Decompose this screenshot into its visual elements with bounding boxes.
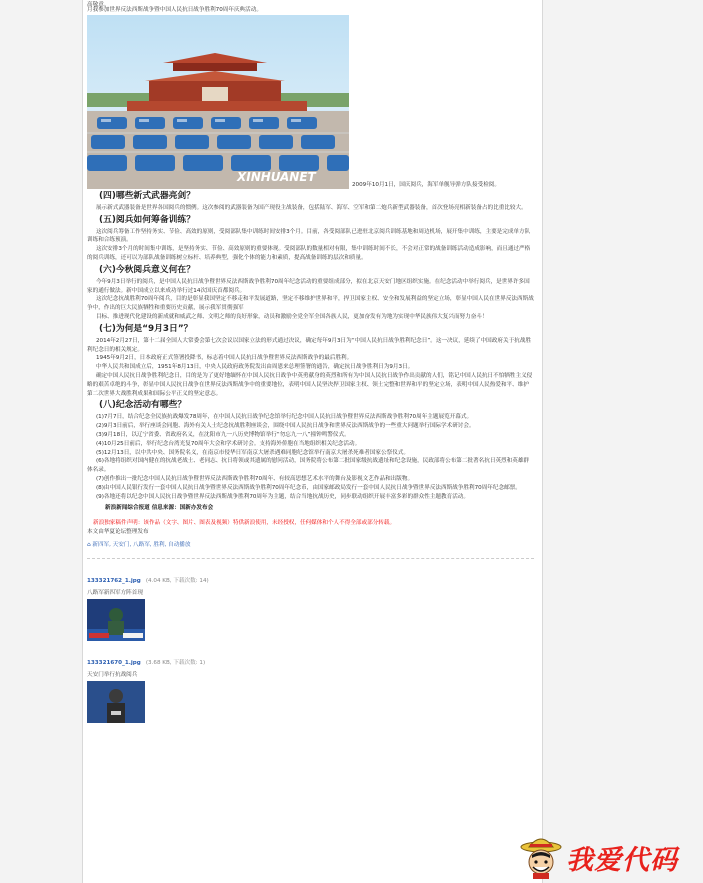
section-paragraph: (2)9月3日前后，举行座谈会同胞、海外有关人士纪念抗战胜利座谈会，围绕中国人民抗日战争和世界反法西斯战争的一些重大问题举行国际学术研讨会。 bbox=[95, 423, 475, 430]
copyright-notice: 新浪独家稿件声明：该作品（文字、图片、图表及视频）特供新浪使用，未经授权，任何媒体和个人不得全部或部分转载。 bbox=[93, 520, 396, 527]
attachment-1 bbox=[87, 567, 534, 641]
section-paragraph: 今年9月3日举行的阅兵，是中国人民抗日战争暨世界反法西斯战争胜利70周年纪念活动的重要组成部分，拟在北京天安门地区组织实施。在纪念活动中举行阅兵，是世界许多国家的通行做法。新中国成立以来成功举行过14次国庆首都阅兵。 bbox=[87, 278, 530, 294]
section-paragraph: (7)创作推出一批纪念中国人民抗日战争暨世界反法西斯战争胜利70周年、有较高思想艺术水平的舞台及影视文艺作品和出版物。 bbox=[95, 475, 414, 482]
source-line: 新浪新闻综合报道 信息来源：国新办发布会 bbox=[105, 505, 214, 512]
attachment-thumbnail[interactable] bbox=[87, 599, 145, 641]
section-paragraph: (1)7月7日，结合纪念全民族抗战爆发78周年，在中国人民抗日战争纪念馆举行纪念中国人民抗日战争暨世界反法西斯战争胜利70周年主题展览开幕式。 bbox=[95, 414, 473, 421]
section-paragraph: 1945年9月2日，日本政府正式签署投降书，标志着中国人民抗日战争暨世界反法西斯战争的最后胜利。 bbox=[95, 355, 353, 362]
section-paragraph: (3)9月18日，以辽宁省委、省政府名义，在沈阳市九一八历史博物馆举行“勿忘九一八”撞钟鸣警仪式。 bbox=[95, 431, 350, 438]
section-paragraph: 这次安排3个月的时间集中训练，是坚持务实、节俭、高效原则的重要体现。受阅部队的数量相对有限，集中训练时间不长，不会对正常的战备训练活动造成影响，而且通过严格的阅兵训练，还可以为部队战备训练树立标杆、培养典型，强化个体的能力和素质，提高战备训练的层次和质量。 bbox=[87, 246, 531, 261]
attachment-2 bbox=[87, 649, 534, 723]
attachment-description: 天安门举行抗战阅兵 bbox=[87, 672, 138, 679]
section-heading: (五)阅兵如何筹备训练？ bbox=[99, 214, 196, 225]
section-paragraph: (9)各地还将以纪念中国人民抗日战争暨世界反法西斯战争胜利70周年为主题，结合当地抗战历史，同步联动组织开展丰富多彩的群众性主题教育活动。 bbox=[95, 493, 469, 500]
section-heading: (六)今秋阅兵意义何在？ bbox=[99, 264, 196, 275]
photo-watermark: XINHUANET bbox=[237, 169, 316, 184]
section-paragraph: 2014年2月27日，第十二届全国人大常委会第七次会议以国家立法的形式通过决议，确定每年9月3日为“中国人民抗日战争胜利纪念日”。这一决议，延续了中国政府关于抗战胜利纪念日的相关规定。 bbox=[87, 337, 531, 353]
divider bbox=[87, 558, 534, 559]
attachment-description: 八路军新四军方阵首现 bbox=[87, 590, 143, 597]
section-paragraph: 这次纪念抗战胜利70周年阅兵，目的是彰显我国坚定不移走和平发展道路，坚定不移维护世界和平，捍卫国家主权、安全和发展利益的坚定立场，彰显中国人民在世界反法西斯战争中，作出的巨大民族牺牲和重要历史贡献，展示我军贯彻强军 bbox=[87, 296, 534, 312]
attachment-link[interactable]: 133321762_1.jpg bbox=[87, 578, 141, 585]
article-content bbox=[87, 0, 534, 731]
intro-paragraph: 高敬意。 bbox=[87, 1, 110, 8]
attachment-thumbnail[interactable] bbox=[87, 681, 145, 723]
section-paragraph: (4)10月25日前后，举行纪念台湾光复70周年大会和学术研讨会。支持海外侨胞在当地组织相关纪念活动。 bbox=[95, 440, 361, 447]
attachment-meta: (4.04 KB, 下载次数: 14) bbox=[145, 578, 209, 585]
sections bbox=[87, 190, 534, 502]
attachment-link[interactable]: 133321670_1.jpg bbox=[87, 660, 141, 667]
section-paragraph: (6)各地将组织对国内健在的抗战老战士、老同志、抗日将领或其遗属的慰问活动，国务院将公布第二批国家级抗战遗址和纪念设施，民政部将公布第二批著名抗日英烈和英雄群体名录。 bbox=[87, 458, 530, 474]
straw-hat-avatar-icon bbox=[520, 835, 562, 879]
section-heading: (四)哪些新式武器亮剑？ bbox=[99, 190, 196, 201]
section-heading: (七)为何是“9月3日”？ bbox=[99, 323, 193, 334]
tag-list[interactable] bbox=[87, 540, 534, 548]
section-paragraph: (5)12月13日，以中共中央、国务院名义，在南京市侵华日军南京大屠杀遇难同胞纪念馆举行南京大屠杀死难者国家公祭仪式。 bbox=[95, 449, 409, 456]
intro-line-2: 月我参加世界反法西斯战争暨中国人民抗日战争胜利70周年庆典活动。 bbox=[87, 7, 262, 13]
section-paragraph: 确定中国人民抗日战争胜利纪念日，目的是为了更好地缅怀在中国人民抗日战争中英勇献身的英烈和所有为中国人民抗日战争作出贡献的人们，铭记中国人民抗日不怕牺牲主义侵略的艰苦卓绝的斗争，彰显中国人民抗日战争在世界反法西斯战争中的重要地位，表明中国人民坚决捍卫国家主权、领土完整和世界和平的坚定立场，表明中国人民热爱和平、维护第二次世界大战胜利成果和国际公平正义的坚定意志。 bbox=[87, 372, 533, 397]
section-paragraph: 展示新式武器装备是世界各国阅兵的惯例。这次参阅的武器装备为国产现役主战装备，包括陆军、海军、空军和第二炮兵新型武器装备，首次登场亮相新装备占的比重比较大。 bbox=[95, 204, 527, 211]
parade-photo[interactable] bbox=[87, 15, 349, 189]
section-heading: (八)纪念活动有哪些？ bbox=[99, 400, 187, 411]
photo-block bbox=[87, 15, 534, 189]
site-logo bbox=[520, 834, 700, 880]
section-paragraph: (8)由中国人民银行发行一套中国人民抗日战争暨世界反法西斯战争胜利70周年纪念币，由国家邮政局发行一套中国人民抗日战争暨世界反法西斯战争胜利70周年纪念邮票。 bbox=[95, 484, 521, 491]
logo-text: 我爱代码 bbox=[566, 844, 678, 876]
photo-caption-inline: 2009年10月1日，国庆阅兵，海军单舰导弹方队接受检阅。 bbox=[352, 181, 500, 188]
forum-note: 本文由华夏论坛整理发布 bbox=[87, 529, 149, 536]
section-paragraph: 目标、推进现代化建设的新成就和威武之师、文明之师的良好形象，动员和激励全党全军全国各族人民，更加奋发有为地为实现中华民族伟大复兴而努力奋斗！ bbox=[95, 313, 488, 320]
attachment-meta: (3.68 KB, 下载次数: 1) bbox=[145, 660, 206, 667]
section-paragraph: 这次阅兵筹备工作坚持务实、节俭、高效的原则，受阅部队集中训练时间安排3个月。目前，各受阅部队已进驻北京阅兵训练基地和周边机场，展开集中训练，主要是完成单方队训练和合练预演。 bbox=[87, 228, 531, 244]
tag-icon: ⌂ bbox=[87, 542, 93, 549]
section-paragraph: 中华人民共和国成立后，1951年8月13日，中央人民政府政务院发出由周恩来总理签署的通告，确定抗日战争胜利日为9月3日。 bbox=[95, 364, 414, 371]
tags-text[interactable]: 新四军, 天安门, 八路军, 胜利, 自动播放 bbox=[92, 542, 191, 549]
